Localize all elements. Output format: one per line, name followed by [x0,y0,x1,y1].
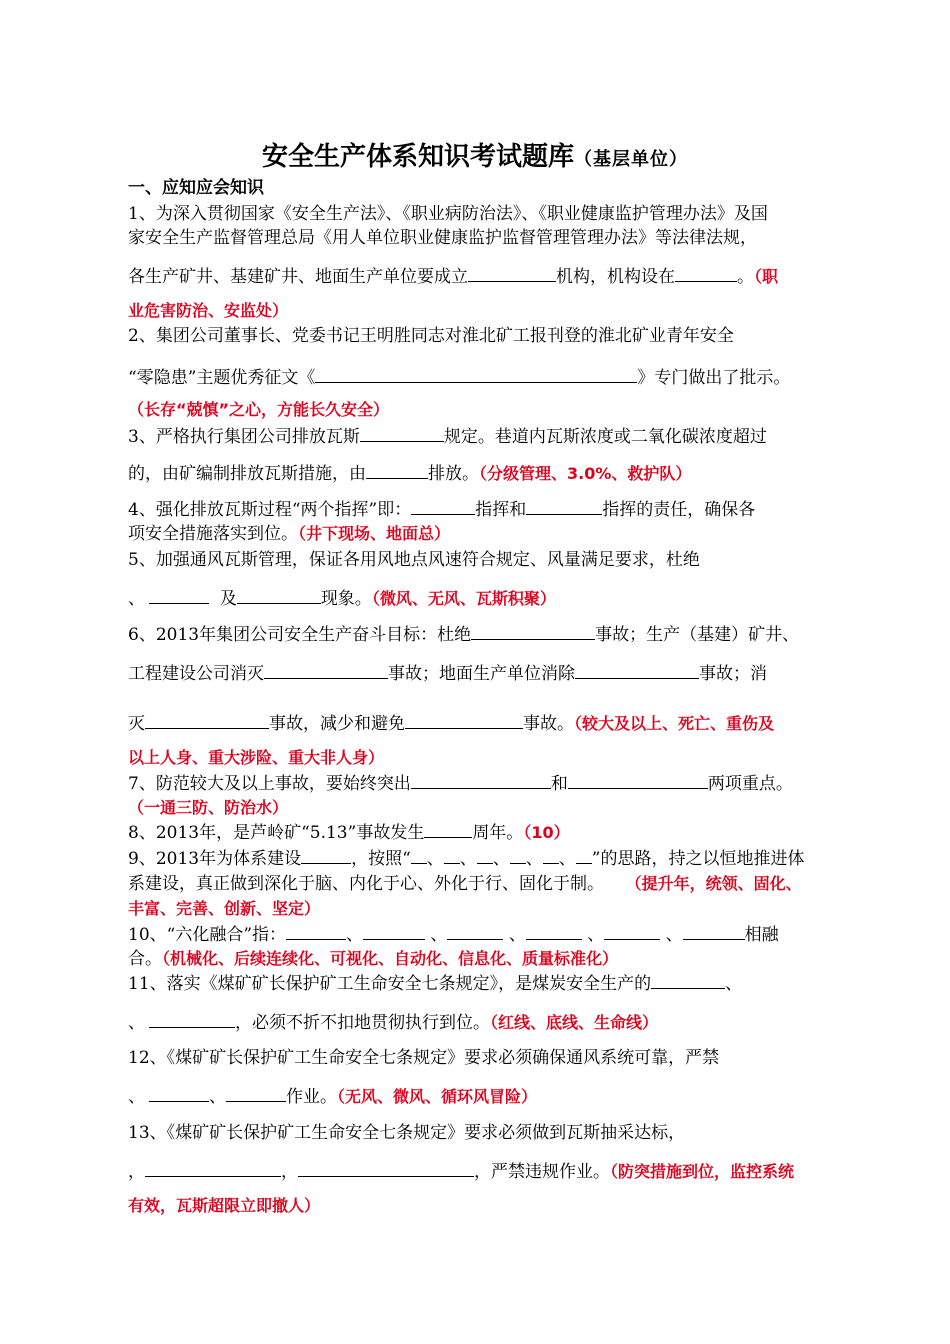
answer-blank [226,1085,286,1102]
q10-sep: 、 [587,925,605,945]
answer-blank [366,462,428,479]
answer-blank [411,847,427,864]
q9-line-1 [128,847,826,871]
answer-blank [471,623,595,640]
answer-blank [149,1011,235,1028]
q2-answer: （长存“兢慎”之心，方能长久安全） [128,400,390,419]
answer-blank [145,712,269,729]
q5-line-2 [128,587,826,611]
q6-text-c: 工程建设公司消灭 [128,664,264,684]
q1-text-a: 各生产矿井、基建矿井、地面生产单位要成立 [128,267,468,287]
answer-blank [576,847,592,864]
q10-sep: 、 [346,925,364,945]
q4-text-d: 项安全措施落实到位。 [128,524,298,544]
q6-line-1 [128,623,826,647]
title-subtitle: （基层单位） [574,149,688,170]
q6-text-h: 事故。 [523,714,574,734]
answer-blank [526,498,602,515]
q6-line-2 [128,662,826,686]
q7-line-1 [128,772,826,796]
q3-text-c: 的，由矿编制排放瓦斯措施，由 [128,464,366,484]
answer-blank [360,425,444,442]
q10-text-c: 合。 [128,949,162,969]
answer-blank [575,662,699,679]
q5-line-1: 5、加强通风瓦斯管理，保证各用风地点风速符合规定、风量满足要求，杜绝 [128,550,700,570]
q5-text-b: 及 [219,589,237,609]
q9-answer-part-1: （提升年，统领、固化、 [625,874,802,893]
q1-answer-part-2: 业危害防治、安监处） [128,301,289,320]
q10-answer: （机械化、后续连续化、可视化、自动化、信息化、质量标准化） [162,949,619,968]
q1-answer-line [128,299,826,323]
section-heading: 一、应知应会知识 [128,178,264,198]
q2-line-2 [128,366,826,390]
answer-blank [444,847,460,864]
q13-text-a: ， [128,1162,145,1182]
q2-text-a: “零隐患”主题优秀征文《 [128,368,316,388]
q3-text-d: 排放。 [428,464,479,484]
q13-text-b: ， [281,1162,298,1182]
document-title [0,136,950,173]
q1-line-3 [128,265,826,289]
q9-text-b: ，按照“ [351,849,411,869]
q10-sep: 、 [508,925,526,945]
q1-answer-part-1: （职 [754,267,779,286]
answer-blank [447,923,503,940]
q8-text-b: 周年。 [472,823,524,843]
q13-line-2 [128,1160,826,1184]
q1-text-b: 机构，机构设在 [556,267,675,287]
q4-line-2 [128,522,826,546]
q11-text-c: 、 [128,1013,145,1033]
answer-blank [149,1085,209,1102]
q6-text-f: 灭 [128,714,145,734]
q13-answer-line [128,1194,826,1218]
q3-answer: （分级管理、3.0%、救护队） [479,464,692,483]
answer-blank [651,972,725,989]
q12-text-a: 、 [128,1087,145,1107]
answer-blank [315,366,637,383]
q2-text-b: 》专门做出了批示。 [637,368,791,388]
q7-answer-line [128,796,826,820]
q5-text-a: 、 [128,589,145,609]
q9-sep: 、 [459,849,477,869]
answer-blank [510,847,526,864]
q4-text-c: 指挥的责任，确保各 [602,500,756,520]
q2-answer-line [128,398,826,422]
q4-text-b: 指挥和 [475,500,527,520]
q6-text-a: 6、2013年集团公司安全生产奋斗目标：杜绝 [128,625,472,645]
q6-text-g: 事故，减少和避免 [269,714,405,734]
q6-text-e: 事故；消 [699,664,767,684]
q7-text-a: 7、防范较大及以上事故，要始终突出 [128,774,411,794]
q10-line-1 [128,923,826,947]
q3-line-2 [128,462,826,486]
q13-text-c: ，严禁违规作业。 [474,1162,610,1182]
answer-blank [526,923,582,940]
q3-line-1 [128,425,826,449]
answer-blank [411,772,551,789]
q12-line-2 [128,1085,826,1109]
q9-answer-part-2: 丰富、完善、创新、坚定） [128,899,321,918]
q10-sep: 、 [430,925,448,945]
q10-line-2 [128,947,826,971]
q6-answer-part-1: （较大及以上、死亡、重伤及 [574,714,775,733]
q5-answer: （微风、无风、瓦斯积聚） [371,589,556,608]
answer-blank [604,923,660,940]
answer-blank [149,587,209,604]
answer-blank [264,662,388,679]
answer-blank [543,847,559,864]
q11-line-2 [128,1011,826,1035]
q11-text-a: 11、落实《煤矿矿长保护矿工生命安全七条规定》，是煤炭安全生产的 [128,974,652,994]
q11-text-b: 、 [725,974,743,994]
answer-blank [298,1160,474,1177]
q9-line-2 [128,872,826,896]
q10-text-a: 10、“六化融合”指： [128,925,287,945]
answer-blank [568,772,708,789]
q12-line-1: 12、《煤矿矿长保护矿工生命安全七条规定》要求必须确保通风系统可靠，严禁 [128,1048,720,1068]
title-text: 安全生产体系知识考试题库 [261,142,574,172]
q9-sep: 、 [558,849,576,869]
q13-answer-part-1: （防突措施到位，监控系统 [610,1162,795,1181]
q6-answer-line [128,746,826,770]
q8-answer: （10） [523,823,570,842]
answer-blank [405,712,523,729]
q7-text-c: 两项重点。 [707,774,793,794]
q9-text-d: 系建设，真正做到深化于脑、内化于心、外化于行、固化于制。 [128,874,604,894]
q12-text-c: 作业。 [286,1087,337,1107]
q10-sep: 、 [665,925,683,945]
answer-blank [477,847,493,864]
q4-text-a: 4、强化排放瓦斯过程“两个指挥”即： [128,500,412,520]
q8-text-a: 8、2013年，是芦岭矿“5.13”事故发生 [128,823,425,843]
q3-text-b: 规定。巷道内瓦斯浓度或二氧化碳浓度超过 [443,427,767,447]
q9-sep: 、 [426,849,444,869]
answer-blank [301,847,351,864]
q13-line-1: 13、《煤矿矿长保护矿工生命安全七条规定》要求必须做到瓦斯抽采达标， [128,1123,686,1143]
answer-blank [675,265,737,282]
q5-text-c: 现象。 [320,589,372,609]
answer-blank [145,1160,281,1177]
q1-line-2: 家安全生产监督管理总局《用人单位职业健康监护监督管理管理办法》等法律法规， [128,228,757,248]
q11-answer: （红线、底线、生命线） [490,1013,659,1032]
answer-blank [468,265,556,282]
q9-text-a: 9、2013年为体系建设 [128,849,302,869]
answer-blank [237,587,321,604]
q6-text-d: 事故；地面生产单位消除 [388,664,575,684]
q12-answer: （无风、微风、循环风冒险） [337,1087,538,1106]
q7-answer: （一通三防、防治水） [128,798,289,817]
answer-blank [286,923,346,940]
q4-answer: （井下现场、地面总） [298,524,451,543]
q2-line-1: 2、集团公司董事长、党委书记王明胜同志对淮北矿工报刊登的淮北矿业青年安全 [128,326,734,346]
q7-text-b: 和 [550,774,568,794]
q11-text-d: ，必须不折不扣地贯彻执行到位。 [235,1013,490,1033]
q9-sep: 、 [525,849,543,869]
q6-line-3 [128,712,826,736]
q9-answer-line [128,897,826,921]
q13-answer-part-2: 有效，瓦斯超限立即撤人） [128,1196,321,1215]
q1-text-c: 。 [737,267,754,287]
answer-blank [363,923,425,940]
q12-text-b: 、 [209,1087,226,1107]
q9-sep: 、 [492,849,510,869]
q9-text-c: ”的思路，持之以恒地推进体 [591,849,805,869]
answer-blank [683,923,745,940]
q3-text-a: 3、严格执行集团公司排放瓦斯 [128,427,360,447]
q4-line-1 [128,498,826,522]
q1-line-1: 1、为深入贯彻国家《安全生产法》、《职业病防治法》、《职业健康监护管理办法》及国 [128,204,768,224]
q8-line-1 [128,821,826,845]
q6-answer-part-2: 以上人身、重大涉险、重大非人身） [128,748,385,767]
answer-blank [411,498,475,515]
q11-line-1 [128,972,826,996]
q6-text-b: 事故；生产（基建）矿井、 [595,625,800,645]
q10-text-b: 相融 [744,925,779,945]
answer-blank [424,821,472,838]
